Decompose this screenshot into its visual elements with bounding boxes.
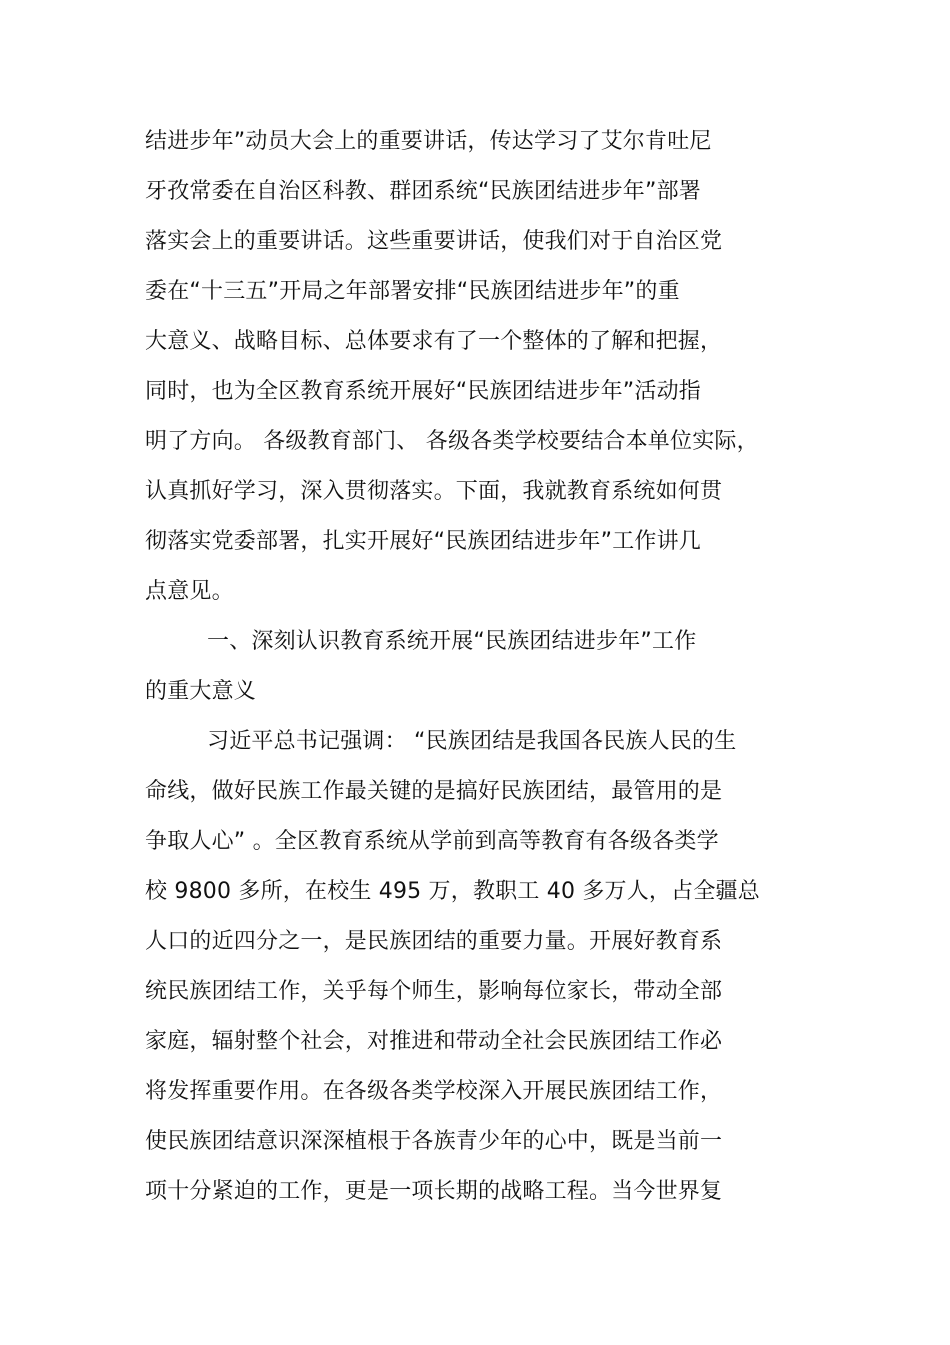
text-line: 同时，也为全区教育系统开展好“民族团结进步年”活动指: [145, 379, 701, 404]
text-line: 习近平总书记强调： “民族团结是我国各民族人民的生: [207, 729, 737, 754]
text-line: 命线，做好民族工作最关键的是搞好民族团结，最管用的是: [145, 779, 723, 804]
text-line: 彻落实党委部署，扎实开展好“民族团结进步年”工作讲几: [145, 529, 701, 554]
text-line: 使民族团结意识深深植根于各族青少年的心中，既是当前一: [145, 1129, 723, 1154]
text-line: 大意义、战略目标、总体要求有了一个整体的了解和把握，: [145, 329, 723, 354]
text-line: 统民族团结工作，关乎每个师生，影响每位家长，带动全部: [145, 979, 723, 1004]
section-heading: 的重大意义: [145, 679, 257, 704]
text-line: 家庭，辐射整个社会，对推进和带动全社会民族团结工作必: [145, 1029, 723, 1054]
text-line: 争取人心” 。全区教育系统从学前到高等教育有各级各类学: [145, 829, 719, 854]
text-line: 项十分紧迫的工作，更是一项长期的战略工程。当今世界复: [145, 1179, 723, 1204]
text-line: 牙孜常委在自治区科教、群团系统“民族团结进步年”部署: [145, 179, 701, 204]
text-line: 点意见。: [145, 579, 234, 604]
text-line: 认真抓好学习，深入贯彻落实。下面，我就教育系统如何贯: [145, 479, 723, 504]
text-line: 落实会上的重要讲话。这些重要讲话，使我们对于自治区党: [145, 229, 723, 254]
section-heading: 一、深刻认识教育系统开展“民族团结进步年”工作: [207, 629, 697, 654]
text-line: 委在“十三五”开局之年部署安排“民族团结进步年”的重: [145, 279, 680, 304]
text-line: 将发挥重要作用。在各级各类学校深入开展民族团结工作，: [145, 1079, 723, 1104]
text-line: 明了方向。 各级教育部门、 各级各类学校要结合本单位实际，: [145, 429, 759, 454]
text-line: 校 9800 多所，在校生 495 万，教职工 40 多万人，占全疆总: [145, 879, 760, 904]
text-line: 结进步年”动员大会上的重要讲话，传达学习了艾尔肯吐尼: [145, 129, 712, 154]
text-line: 人口的近四分之一，是民族团结的重要力量。开展好教育系: [145, 929, 723, 954]
